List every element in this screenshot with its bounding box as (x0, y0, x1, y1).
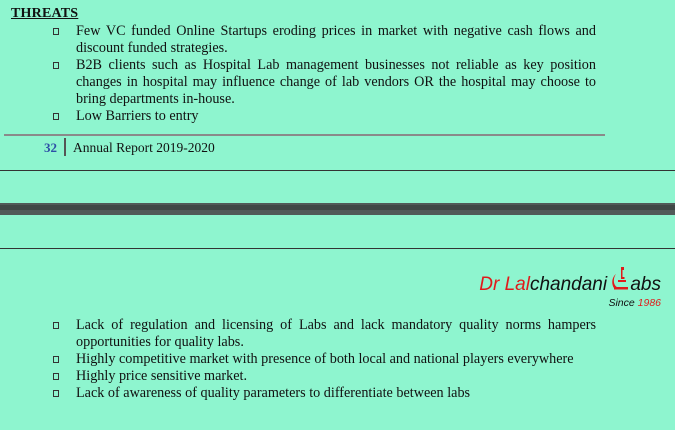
section-heading-threats: THREATS (11, 6, 79, 21)
list-item (76, 317, 596, 351)
list-item (76, 57, 596, 108)
microscope-icon (612, 266, 630, 298)
square-bullet-icon (53, 113, 59, 120)
logo-since-year: 1986 (637, 297, 661, 309)
logo-labs: abs (630, 274, 661, 295)
page-number: 32 (44, 140, 57, 155)
page-break-rule-bottom (0, 248, 675, 249)
square-bullet-icon (53, 28, 59, 35)
list-item (76, 368, 596, 385)
square-bullet-icon (53, 356, 59, 363)
threats-list (76, 23, 596, 125)
list-item (76, 351, 596, 368)
list-item (76, 23, 596, 57)
list-item-text: Low Barriers to entry (76, 108, 199, 124)
company-logo (479, 266, 661, 309)
logo-lal: Lal (504, 274, 530, 295)
square-bullet-icon (53, 62, 59, 69)
page-break-rule-top (0, 170, 675, 171)
square-bullet-icon (53, 373, 59, 380)
list-item-text: Highly competitive market with presence of both local and national players everywhere (76, 351, 574, 367)
list-item-text: Few VC funded Online Startups eroding prices in market with negative cash flows and discount funded strategies. (76, 23, 596, 56)
list-item (76, 108, 596, 125)
page-break-band-inner (0, 205, 675, 210)
list-item-text: Lack of regulation and licensing of Labs and lack mandatory quality norms hampers opportunities for quality labs. (76, 317, 596, 350)
threats-continued-list (76, 317, 596, 402)
logo-chandani: chandani (529, 274, 613, 295)
logo-dr: Dr (479, 274, 505, 295)
list-item-text: Highly price sensitive market. (76, 368, 247, 384)
footer-separator (64, 138, 66, 156)
square-bullet-icon (53, 322, 59, 329)
list-item-text: B2B clients such as Hospital Lab management businesses not reliable as key position changes in hospital may influence change of lab vendors OR the hospital may choose to bring departments in-house. (76, 57, 596, 107)
footer-divider (4, 134, 605, 136)
logo-since-word: Since (608, 297, 638, 309)
square-bullet-icon (53, 390, 59, 397)
footer-report-title: Annual Report 2019-2020 (73, 140, 215, 155)
list-item-text: Lack of awareness of quality parameters to differentiate between labs (76, 385, 471, 401)
list-item (76, 385, 596, 402)
